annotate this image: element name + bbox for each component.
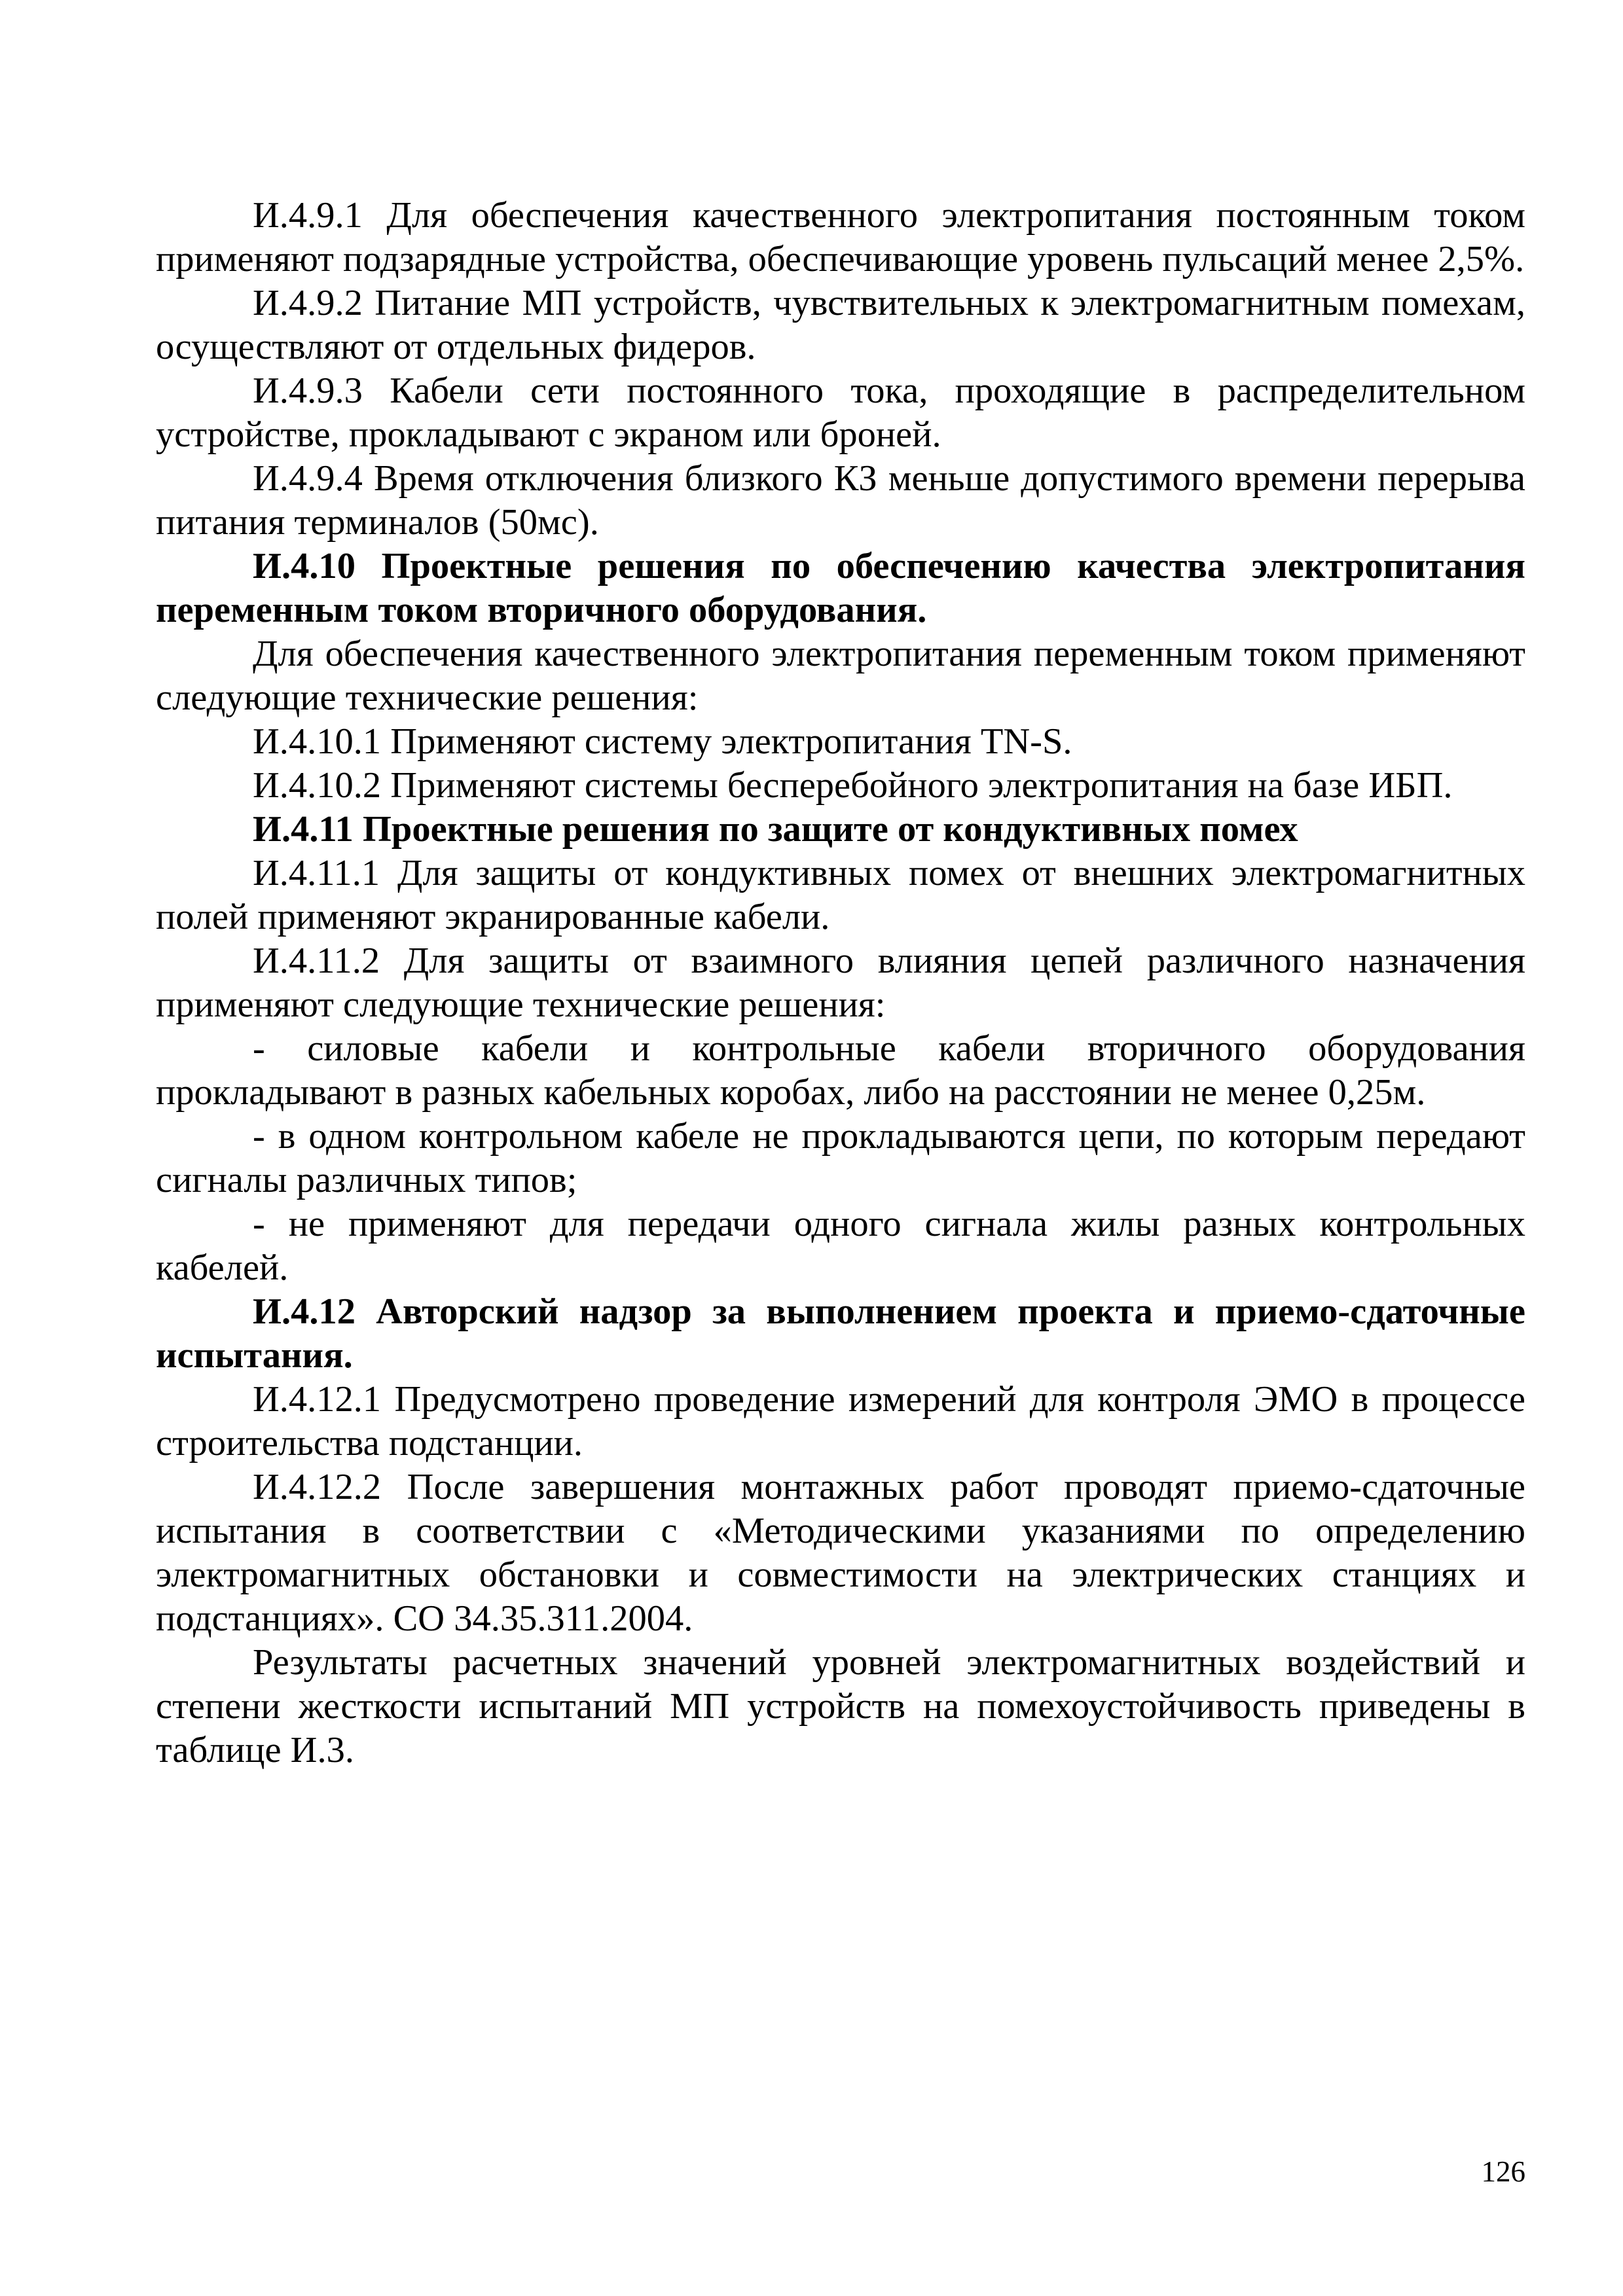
- paragraph-4-9-1: И.4.9.1 Для обеспечения качественного электропитания постоянным током применяют подзарядные устройства, обеспечивающие уровень пульсаций менее 2,5%.: [156, 195, 1525, 279]
- list-item-signal-wires: - не применяют для передачи одного сигнала жилы разных контрольных кабелей.: [156, 1204, 1525, 1288]
- paragraph-4-9-2: И.4.9.2 Питание МП устройств, чувствительных к электромагнитным помехам, осуществляют от отдельных фидеров.: [156, 283, 1525, 367]
- paragraph-4-11-2: И.4.11.2 Для защиты от взаимного влияния цепей различного назначения применяют следующие технические решения:: [156, 941, 1525, 1025]
- paragraph-4-10-2: И.4.10.2 Применяют системы бесперебойного электропитания на базе ИБП.: [253, 765, 1453, 806]
- paragraph-4-11-1: И.4.11.1 Для защиты от кондуктивных помех от внешних электромагнитных полей применяют экранированные кабели.: [156, 853, 1525, 937]
- document-body: [156, 194, 1525, 1772]
- paragraph-4-10-1: И.4.10.1 Применяют систему электропитания TN-S.: [253, 721, 1072, 762]
- section-heading-4-12: И.4.12 Авторский надзор за выполнением проекта и приемо-сдаточные испытания.: [156, 1291, 1525, 1376]
- paragraph-4-10-intro: Для обеспечения качественного электропитания переменным током применяют следующие технические решения:: [156, 634, 1525, 718]
- paragraph-results: Результаты расчетных значений уровней электромагнитных воздействий и степени жесткости испытаний МП устройств на помехоустойчивость приведены в таблице И.3.: [156, 1642, 1525, 1770]
- page-number: 126: [1481, 2155, 1525, 2188]
- paragraph-4-12-1: И.4.12.1 Предусмотрено проведение измерений для контроля ЭМО в процессе строительства подстанции.: [156, 1379, 1525, 1463]
- list-item-control-cable-circuits: - в одном контрольном кабеле не прокладываются цепи, по которым передают сигналы различных типов;: [156, 1116, 1525, 1200]
- paragraph-4-12-2: И.4.12.2 После завершения монтажных работ проводят приемо-сдаточные испытания в соответствии с «Методическими указаниями по определению электромагнитных обстановки и совместимости на электрических станциях и подстанциях». СО 34.35.311.2004.: [156, 1467, 1525, 1639]
- paragraph-4-9-3: И.4.9.3 Кабели сети постоянного тока, проходящие в распределительном устройстве, прокладывают с экраном или броней.: [156, 370, 1525, 455]
- section-heading-4-11: И.4.11 Проектные решения по защите от кондуктивных помех: [253, 809, 1298, 850]
- section-heading-4-10: И.4.10 Проектные решения по обеспечению качества электропитания переменным током вторичного оборудования.: [156, 546, 1525, 630]
- list-item-power-cables: - силовые кабели и контрольные кабели вторичного оборудования прокладывают в разных кабельных коробах, либо на расстоянии не менее 0,25м.: [156, 1028, 1525, 1113]
- paragraph-4-9-4: И.4.9.4 Время отключения близкого КЗ меньше допустимого времени перерыва питания терминалов (50мс).: [156, 458, 1525, 543]
